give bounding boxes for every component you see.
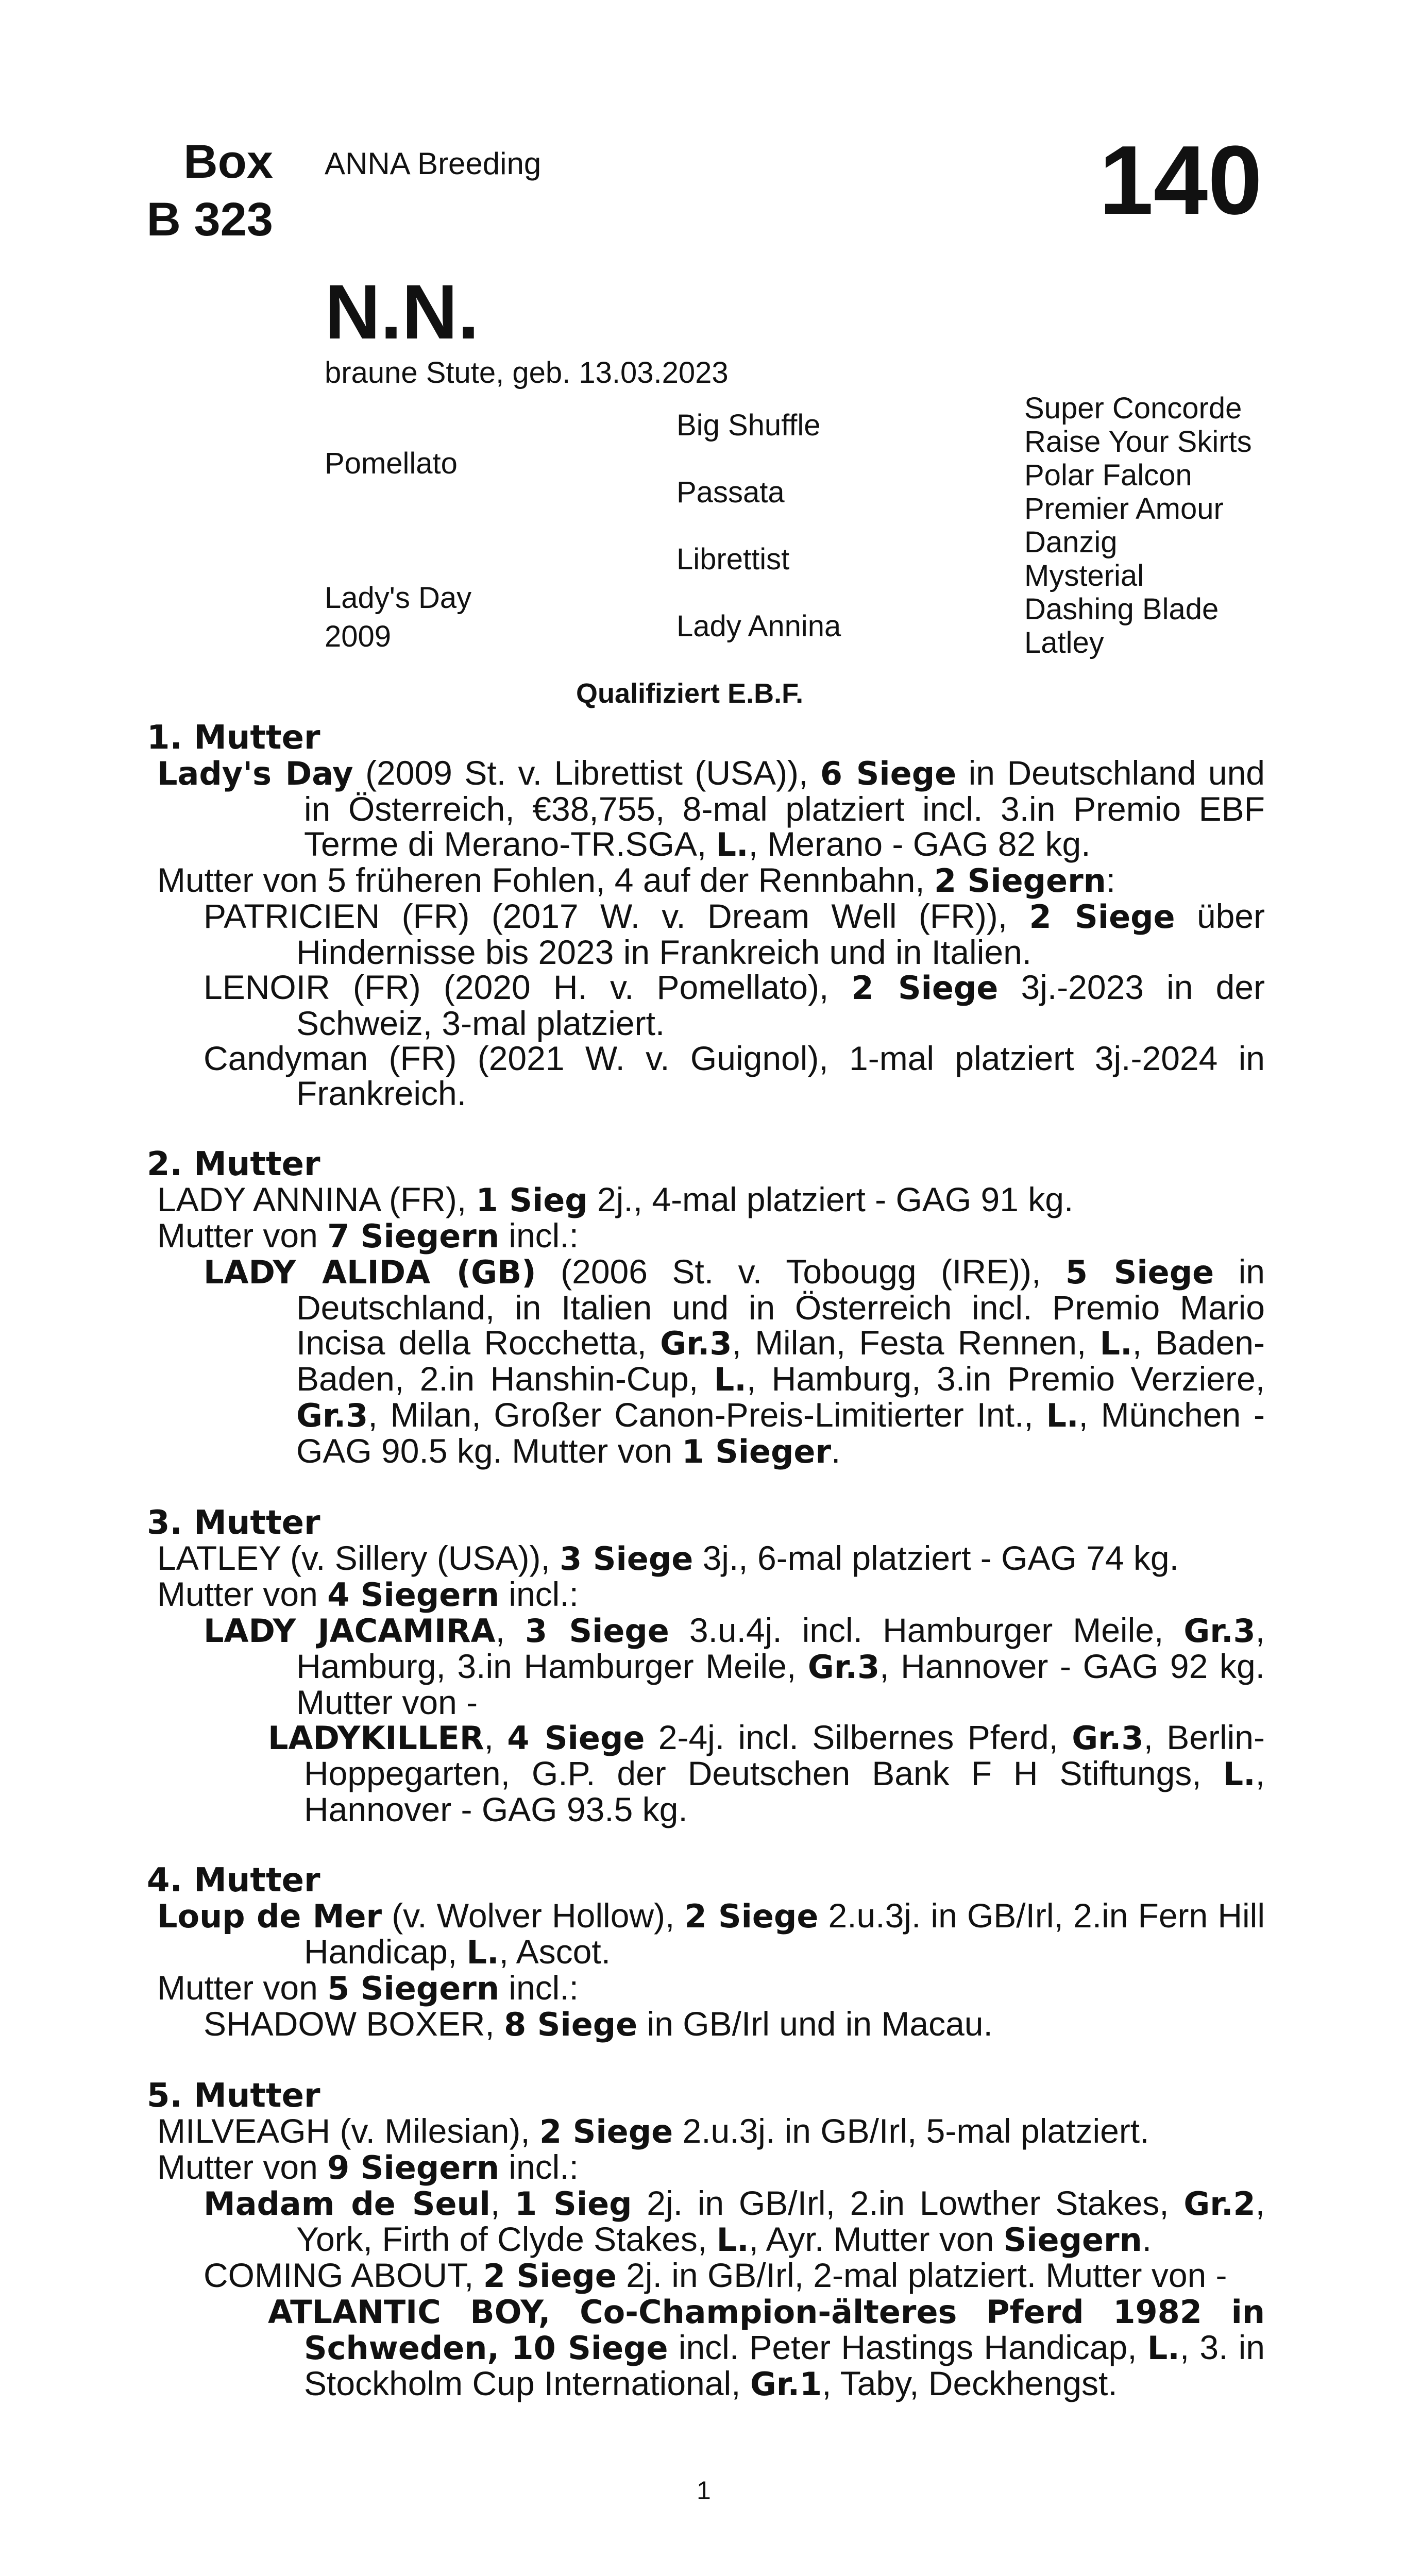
- horse-name: N.N.: [325, 268, 479, 355]
- lot-number: 140: [1098, 126, 1262, 235]
- produce-entry: LADYKILLER, 4 Siege 2-4j. incl. Silbernes Pferd, Gr.3, Berlin-Hoppegarten, G.P. der Deutschen Bank F H Stiftungs, L., Hannover - GAG 93.5 kg.: [268, 1718, 1265, 1828]
- dam-sections: [147, 720, 1265, 2402]
- dam-entry: Loup de Mer (v. Wolver Hollow), 2 Siege 2.u.3j. in GB/Irl, 2.in Fern Hill Handicap, L., Ascot.: [157, 1896, 1265, 1971]
- pedigree-grandparent: Big Shuffle: [676, 409, 821, 442]
- section-2-mutter: [147, 1147, 1265, 1469]
- pedigree-great-grandparent: Super Concorde: [1024, 392, 1242, 425]
- dam-entry: LADY ANNINA (FR), 1 Sieg 2j., 4-mal platziert - GAG 91 kg.: [157, 1180, 1074, 1219]
- produce-entry: Madam de Seul, 1 Sieg 2j. in GB/Irl, 2.in Lowther Stakes, Gr.2, York, Firth of Clyde Stakes, L., Ayr. Mutter von Siegern.: [204, 2184, 1265, 2259]
- section-title: 5. Mutter: [147, 2077, 320, 2115]
- pedigree-great-grandparent: Raise Your Skirts: [1024, 425, 1252, 459]
- produce-entry: LADY JACAMIRA, 3 Siege 3.u.4j. incl. Hamburger Meile, Gr.3, Hamburg, 3.in Hamburger Meile, Gr.3, Hannover - GAG 92 kg. Mutter von -: [204, 1611, 1265, 1721]
- qualification: Qualifiziert E.B.F.: [576, 678, 804, 709]
- dam-entry: LATLEY (v. Sillery (USA)), 3 Siege 3j., 6-mal platziert - GAG 74 kg.: [157, 1539, 1179, 1578]
- produce-summary: Mutter von 5 früheren Fohlen, 4 auf der Rennbahn, 2 Siegern:: [157, 861, 1116, 900]
- section-title: 1. Mutter: [147, 719, 320, 757]
- pedigree-great-grandparent: Dashing Blade: [1024, 592, 1219, 626]
- pedigree-great-grandparent: Premier Amour: [1024, 492, 1224, 526]
- produce-entry: PATRICIEN (FR) (2017 W. v. Dream Well (FR)), 2 Siege über Hindernisse bis 2023 in Frankreich und in Italien.: [204, 897, 1265, 971]
- produce-entry: ATLANTIC BOY, Co-Champion-älteres Pferd 1982 in Schweden, 10 Siege incl. Peter Hastings Handicap, L., 3. in Stockholm Cup International, Gr.1, Taby, Deckhengst.: [268, 2293, 1265, 2403]
- pedigree-grandparent: Librettist: [676, 543, 790, 576]
- produce-entry: LENOIR (FR) (2020 H. v. Pomellato), 2 Siege 3j.-2023 in der Schweiz, 3-mal platziert.: [204, 968, 1265, 1042]
- pedigree-grandparent: Lady Annina: [676, 609, 841, 643]
- section-1-mutter: [147, 720, 1265, 1111]
- horse-description: braune Stute, geb. 13.03.2023: [325, 356, 729, 389]
- pedigree-dam: Lady's Day: [325, 581, 472, 615]
- breeder-name: ANNA Breeding: [325, 146, 542, 181]
- produce-summary: Mutter von 5 Siegern incl.:: [157, 1969, 579, 2007]
- section-3-mutter: [147, 1505, 1265, 1827]
- section-5-mutter: [147, 2078, 1265, 2402]
- box-label-line1: Box: [183, 135, 273, 188]
- section-title: 4. Mutter: [147, 1861, 320, 1900]
- pedigree-sire: Pomellato: [325, 447, 458, 480]
- page-number: 1: [697, 2476, 711, 2505]
- pedigree-great-grandparent: Polar Falcon: [1024, 459, 1192, 492]
- produce-summary: Mutter von 4 Siegern incl.:: [157, 1575, 579, 1614]
- dam-entry: Lady's Day (2009 St. v. Librettist (USA)), 6 Siege in Deutschland und in Österreich, €38,755, 8-mal platziert incl. 3.in Premio EBF Terme di Merano-TR.SGA, L., Merano - GAG 82 kg.: [157, 754, 1265, 863]
- box-label: [147, 133, 274, 248]
- produce-entry: Candyman (FR) (2021 W. v. Guignol), 1-mal platziert 3j.-2024 in Frankreich.: [204, 1039, 1265, 1112]
- produce-entry: LADY ALIDA (GB) (2006 St. v. Tobougg (IRE)), 5 Siege in Deutschland, in Italien und in Österreich incl. Premio Mario Incisa della Rocchetta, Gr.3, Milan, Festa Rennen, L., Baden-Baden, 2.in Hanshin-Cup, L., Hamburg, 3.in Premio Verziere, Gr.3, Milan, Großer Canon-Preis-Limitierter Int., L., München - GAG 90.5 kg. Mutter von 1 Sieger.: [204, 1252, 1265, 1470]
- section-4-mutter: [147, 1863, 1265, 2042]
- produce-summary: Mutter von 9 Siegern incl.:: [157, 2148, 579, 2187]
- produce-entry: COMING ABOUT, 2 Siege 2j. in GB/Irl, 2-mal platziert. Mutter von -: [204, 2256, 1227, 2295]
- produce-summary: Mutter von 7 Siegern incl.:: [157, 1216, 579, 1255]
- pedigree-grandparent: Passata: [676, 476, 785, 509]
- produce-entry: SHADOW BOXER, 8 Siege in GB/Irl und in Macau.: [204, 2005, 993, 2043]
- pedigree-dam-year: 2009: [325, 620, 392, 653]
- box-label-line2: B 323: [146, 193, 273, 246]
- pedigree-great-grandparent: Mysterial: [1024, 559, 1144, 592]
- dam-entry: MILVEAGH (v. Milesian), 2 Siege 2.u.3j. in GB/Irl, 5-mal platziert.: [157, 2112, 1149, 2150]
- section-title: 3. Mutter: [147, 1504, 320, 1542]
- pedigree-great-grandparent: Latley: [1024, 626, 1104, 659]
- section-title: 2. Mutter: [147, 1145, 320, 1183]
- pedigree-great-grandparent: Danzig: [1024, 526, 1118, 559]
